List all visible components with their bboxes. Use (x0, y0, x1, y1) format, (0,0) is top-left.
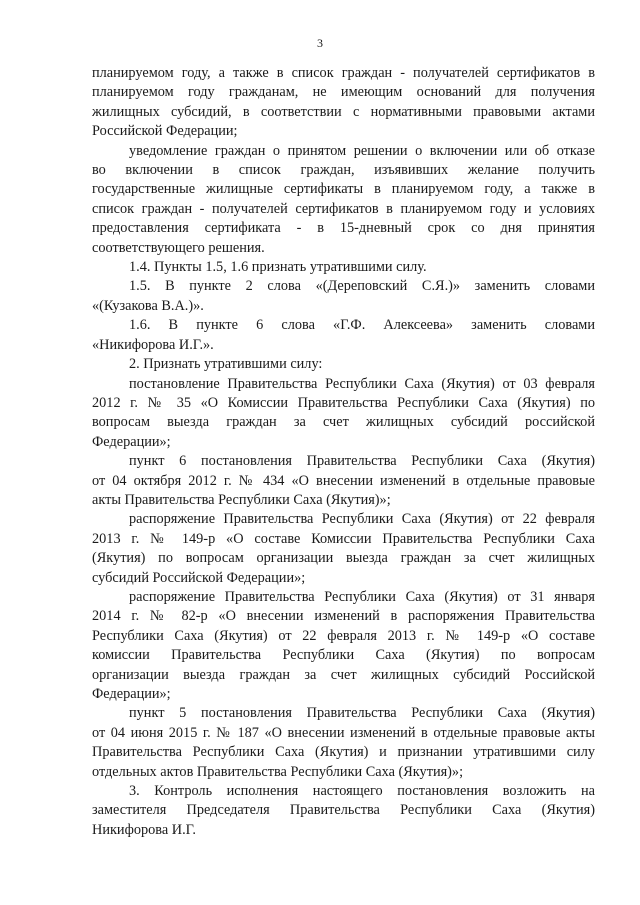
document-body (92, 64, 595, 840)
text-line: Федерации»; (92, 686, 171, 702)
text-line: пункт 6 постановления Правительства Республики Саха (Якутия) (129, 453, 595, 470)
text-line: планируемом году, а также в список граждан - получателей сертификатов в (92, 65, 595, 81)
text-line: во включении в список граждан, изъявивших желание получить (92, 162, 595, 179)
text-line: от 04 июня 2015 г. № 187 «О внесении изменений в отдельные правовые акты (92, 724, 595, 741)
text-line: Никифорова И.Г. (92, 821, 196, 838)
paragraph-p03 (92, 258, 595, 277)
text-line: комиссии Правительства Республики Саха (Якутия) по вопросам (92, 647, 595, 664)
text-line: постановление Правительства Республики Саха (Якутия) от 03 февраля (129, 375, 595, 392)
text-line: «Никифорова И.Г.». (92, 336, 214, 353)
text-line: список граждан - получателей сертификатов в планируемом году и условиях (92, 200, 595, 217)
text-line: Правительства Республики Саха (Якутия) и признании утратившими силу (92, 744, 595, 761)
page-number: 3 (317, 36, 323, 50)
text-line: отдельных актов Правительства Республики Саха (Якутия)»; (92, 763, 464, 780)
text-line: 1.5. В пункте 2 слова «(Дереповский С.Я.)» заменить словами (129, 278, 595, 295)
paragraph-p12 (92, 782, 595, 840)
text-line: 2014 г. № 82-р «О внесении изменений в распоряжения Правительства (92, 608, 595, 625)
text-line: Федерации»; (92, 433, 171, 450)
text-line: государственные жилищные сертификаты в планируемом году, а также в (92, 181, 595, 198)
text-line: 2. Признать утратившими силу: (129, 356, 323, 373)
paragraph-p06 (92, 355, 595, 374)
text-line: жилищных субсидий, в соответствии с нормативными правовыми актами (92, 103, 595, 120)
paragraph-p02 (92, 142, 595, 258)
text-line: акты Правительства Республики Саха (Якутия)»; (92, 491, 391, 508)
paragraph-p09 (92, 510, 595, 588)
paragraph-p10 (92, 588, 595, 704)
text-line: 3. Контроль исполнения настоящего постановления возложить на (129, 783, 595, 800)
text-line: планируемом году гражданам, не имеющим оснований для получения (92, 84, 595, 101)
paragraph-p05 (92, 316, 595, 355)
text-line: заместителя Председателя Правительства Республики Саха (Якутия) (92, 802, 595, 819)
text-line: 2012 г. № 35 «О Комиссии Правительства Республики Саха (Якутия) по (92, 394, 595, 411)
text-line: субсидий Российской Федерации»; (92, 569, 306, 586)
text-line: Республики Саха (Якутия) от 22 февраля 2013 г. № 149-р «О составе (92, 627, 595, 644)
paragraph-p01 (92, 64, 595, 142)
paragraph-p11 (92, 704, 595, 782)
text-line: распоряжение Правительства Республики Саха (Якутия) от 22 февраля (129, 511, 595, 528)
text-line: 1.6. В пункте 6 слова «Г.Ф. Алексеева» заменить словами (129, 317, 595, 334)
text-line: распоряжение Правительства Республики Саха (Якутия) от 31 января (129, 588, 595, 605)
text-line: предоставления сертификата - в 15-дневный срок со дня принятия (92, 220, 595, 237)
paragraph-p04 (92, 277, 595, 316)
text-line: соответствующего решения. (92, 239, 265, 256)
paragraph-p08 (92, 452, 595, 510)
text-line: пункт 5 постановления Правительства Республики Саха (Якутия) (129, 705, 595, 722)
text-line: (Якутия) по вопросам организации выезда граждан за счет жилищных (92, 550, 595, 567)
text-line: «(Кузакова В.А.)». (92, 297, 204, 314)
text-line: Российской Федерации; (92, 123, 238, 140)
text-line: организации выезда граждан за счет жилищных субсидий Российской (92, 666, 595, 683)
paragraph-p07 (92, 375, 595, 453)
text-line: уведомление граждан о принятом решении о включении или об отказе (129, 142, 595, 159)
text-line: вопросам выезда граждан за счет жилищных субсидий российской (92, 414, 595, 431)
text-line: от 04 октября 2012 г. № 434 «О внесении изменений в отдельные правовые (92, 472, 595, 489)
text-line: 1.4. Пункты 1.5, 1.6 признать утратившими силу. (129, 259, 427, 276)
text-line: 2013 г. № 149-р «О составе Комиссии Правительства Республики Саха (92, 530, 595, 547)
